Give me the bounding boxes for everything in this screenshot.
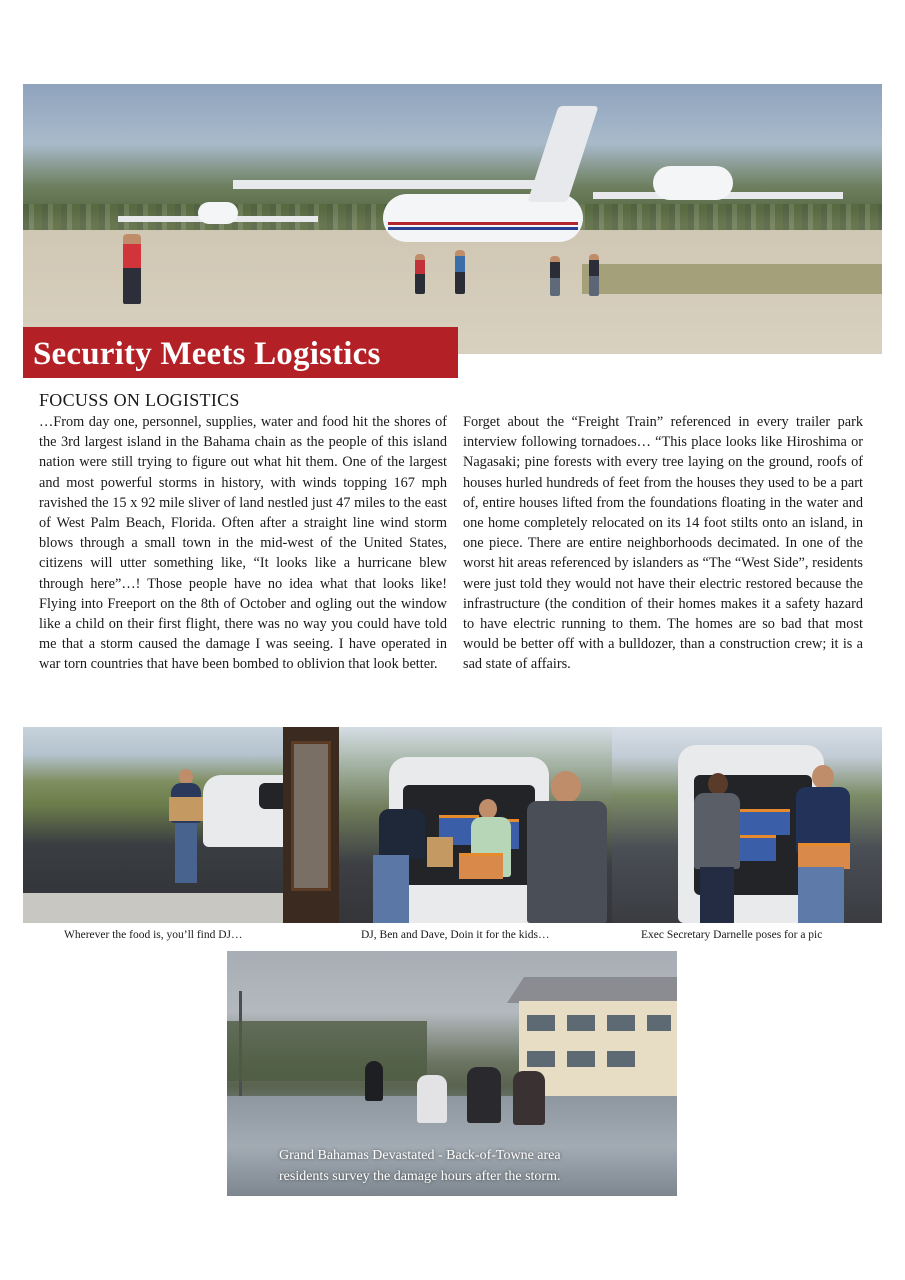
main-plane-wing (233, 180, 563, 189)
main-plane-stripe-blue (388, 227, 578, 230)
person-legs (700, 867, 734, 923)
person-head (812, 765, 834, 789)
person-red-shirt (123, 234, 141, 304)
person-walking (550, 256, 560, 296)
photo-darnelle-poses (612, 727, 882, 923)
person-shirt (467, 1067, 501, 1123)
caption-photo-2: DJ, Ben and Dave, Doin it for the kids… (361, 929, 550, 941)
door-glass (291, 741, 331, 891)
food-box (169, 797, 203, 821)
article-text-left-column: …From day one, personnel, supplies, water and food hit the shores of the 3rd largest island in the Bahama chain as the people of this island nation were still trying to figure out what hit them. One of the largest and most powerful storms in history, with winds topping 167 mph ravished the 15 x 92 mile sliver of land nestled just 47 miles to the east of West Palm Beach, Florida. Often after a straight line wind storm blows through a small town in the mid-west of the United States, citizens will utter something like, “It looks like a hurricane blew through here”…! Those people have no idea what that looks like! Flying into Freeport on the 8th of October and ogling out the window like a child on their first flight, there was no way you could have told me that a storm caused the damage I was seeing. I have operated in war torn countries that have been bombed to oblivion that look better. (39, 414, 447, 673)
person-legs (373, 855, 409, 923)
person-shirt (417, 1075, 447, 1123)
water-case (459, 853, 503, 879)
water-crate (756, 809, 790, 835)
section-heading: FOCUSS ON LOGISTICS (39, 390, 240, 410)
water-case (798, 843, 850, 869)
person-head (479, 799, 497, 819)
hero-photo-airfield (23, 84, 882, 354)
title-banner (23, 327, 458, 378)
building-window (527, 1051, 555, 1067)
building-window (647, 1015, 671, 1031)
person-walking (589, 254, 599, 296)
person-legs (798, 867, 844, 923)
person-head (708, 773, 728, 795)
person-shirt (365, 1061, 383, 1101)
main-plane-tail (527, 106, 598, 202)
right-plane (653, 166, 733, 200)
bottom-photo-caption (279, 1145, 561, 1187)
building-roof (507, 977, 677, 1003)
caption-photo-1: Wherever the food is, you’ll find DJ… (64, 929, 243, 941)
person-shirt (379, 809, 425, 859)
photo-flooded-street (227, 951, 677, 1196)
person-walking (455, 250, 465, 294)
porch-floor (23, 893, 283, 923)
article-text-right-column: Forget about the “Freight Train” referenced in every trailer park interview following tornadoes… “This place looks like Hiroshima or Nagasaki; pine forests with every tree laying on the ground, roofs of houses hurled hundreds of feet from the houses they used to be a part of, entire houses lifted from the foundations floating in the water and one home completely relocated on its 14 foot stilts onto an island, in one piece. There are entire neighborhoods decimated. In one of the worst hit areas referenced by islanders as “The “West Side”, residents were just told they would not have their electric restored because the infrastructure (the condition of their homes makes it a safety hazard to have electric running to them. The homes are so bad that most would be better off with a bulldozer, than a construction crew; it is a sad state of affairs. (463, 414, 863, 673)
main-plane-stripe-red (388, 222, 578, 225)
person-shirt (513, 1071, 545, 1125)
grass-patch (582, 264, 882, 294)
bottom-photo-caption-line-2: residents survey the damage hours after the storm. (279, 1169, 561, 1184)
building-window (567, 1051, 595, 1067)
food-box (427, 837, 453, 867)
trees (227, 1021, 427, 1081)
photo-team-loading-van (339, 727, 612, 923)
person-walking (415, 254, 425, 294)
building-window (527, 1015, 555, 1031)
person-head (551, 771, 581, 803)
person-legs (175, 823, 197, 883)
bottom-photo-caption-line-1: Grand Bahamas Devastated - Back-of-Towne area (279, 1148, 561, 1163)
building-window (607, 1051, 635, 1067)
building-window (607, 1015, 635, 1031)
person-shirt (527, 801, 607, 923)
person-shirt (694, 793, 740, 869)
page-title: Security Meets Logistics (33, 336, 381, 372)
small-plane (198, 202, 238, 224)
caption-photo-3: Exec Secretary Darnelle poses for a pic (641, 929, 823, 941)
building-window (567, 1015, 595, 1031)
photo-dj-carrying-food (23, 727, 339, 923)
